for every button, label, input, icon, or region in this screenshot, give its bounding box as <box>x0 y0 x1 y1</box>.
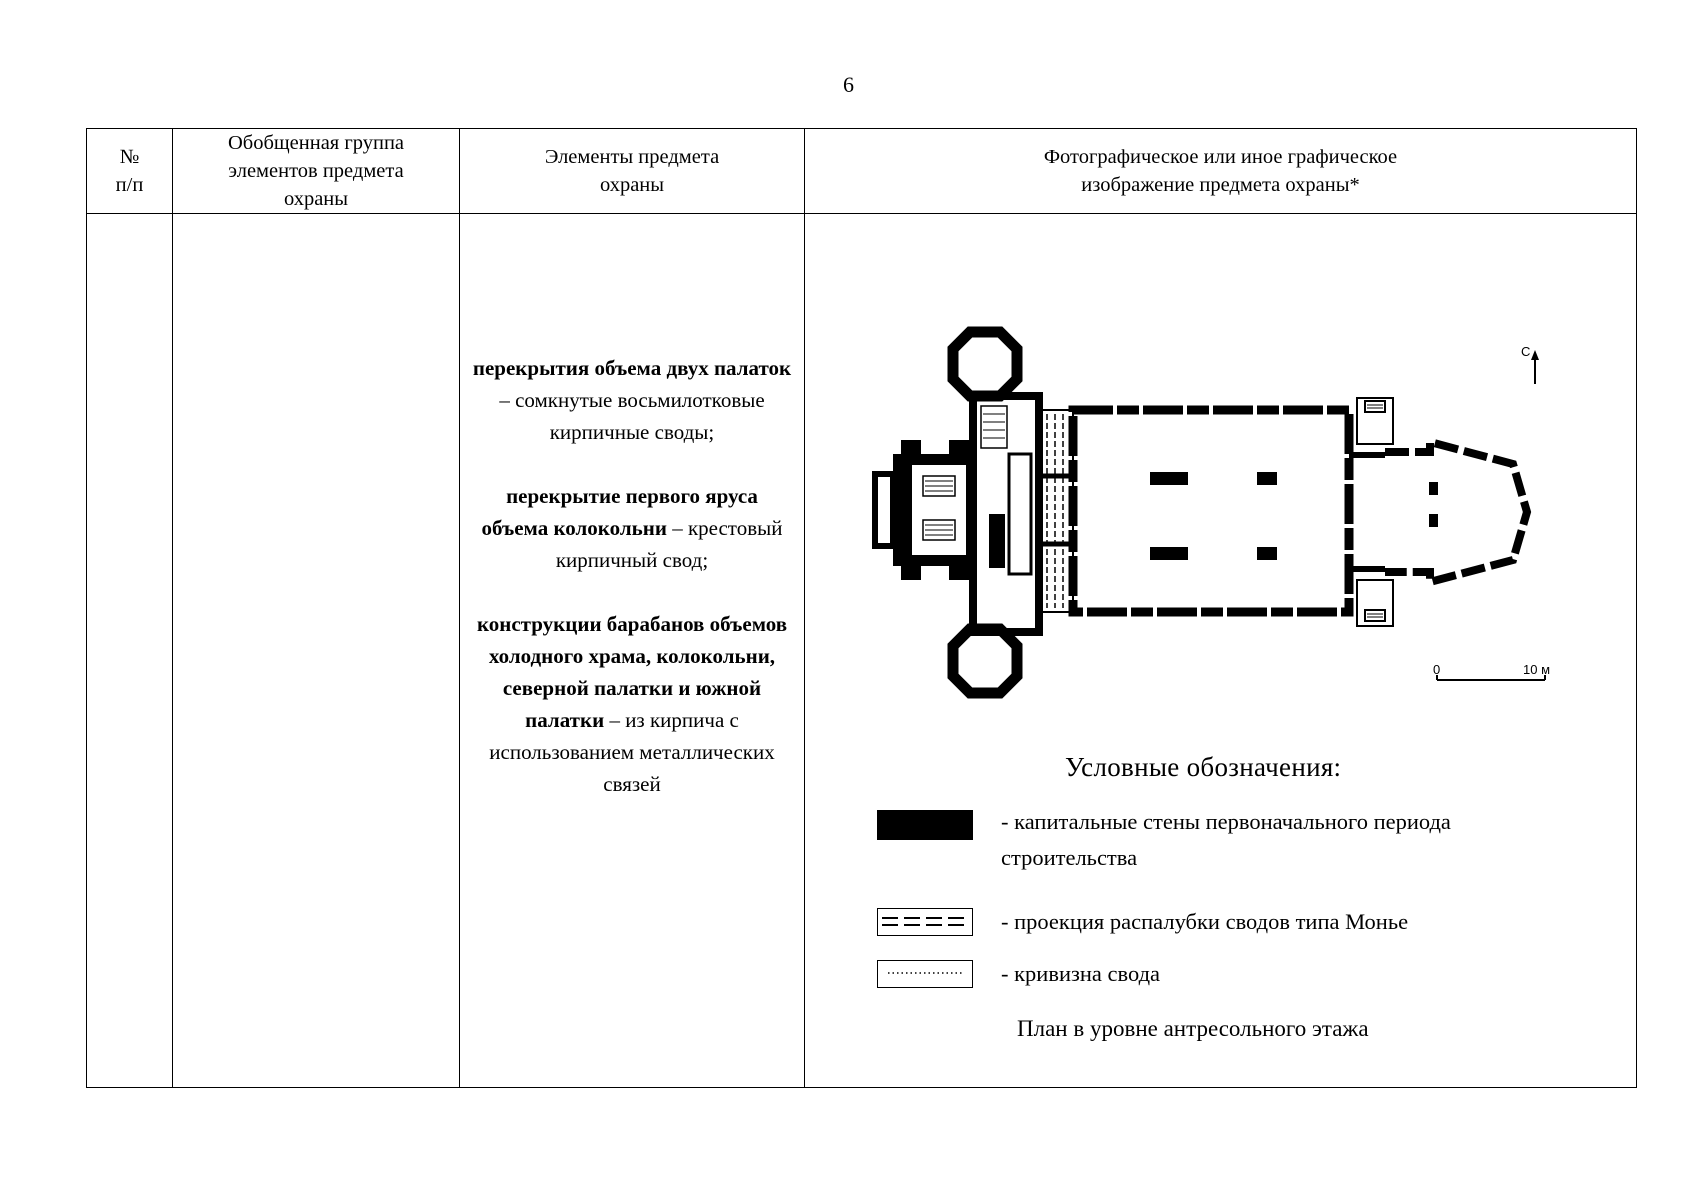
legend-swatch-dashed <box>877 908 973 936</box>
cell-elements <box>460 214 805 1088</box>
compass-label: С <box>1521 344 1531 359</box>
cell-group <box>173 214 460 1088</box>
cell-num <box>87 214 173 1088</box>
page-number: 6 <box>843 72 854 97</box>
legend-swatch-solid <box>877 810 973 840</box>
header-image: Фотографическое или иное графическое изображение предмета охраны* <box>805 129 1637 214</box>
legend-text-walls: - капитальные стены первоначального периода строительства <box>1001 809 1451 870</box>
legend-text-curvature: - кривизна свода <box>1001 961 1161 986</box>
table-header-row <box>87 129 1637 214</box>
element-paragraph-3: конструкции барабанов объемов холодного храма, колокольни, северной палатки и южной палатки – из кирпича с использованием металлических связей <box>476 611 788 796</box>
scale-start-label: 0 <box>1433 662 1441 677</box>
scale-end-label: 10 м <box>1523 662 1551 677</box>
legend-title: Условные обозначения: <box>1065 752 1342 782</box>
header-num: № п/п <box>87 129 173 214</box>
floor-plan <box>805 214 1637 1090</box>
element-paragraph-1: перекрытия объема двух палаток – сомкнутые восьмилотковые кирпичные своды; <box>472 355 792 444</box>
legend-text-monier: - проекция распалубки сводов типа Монье <box>1001 909 1409 934</box>
element-paragraph-2: перекрытие первого яруса объема колокольни – крестовый кирпичный свод; <box>481 483 783 572</box>
cell-image <box>805 214 1637 1088</box>
header-group: Обобщенная группа элементов предмета охраны <box>173 129 460 214</box>
legend-swatch-dotted <box>877 960 973 988</box>
protection-table <box>86 128 1637 1088</box>
figure <box>805 214 1636 1087</box>
plan-caption: План в уровне антресольного этажа <box>1017 1016 1369 1041</box>
table-row <box>87 214 1637 1088</box>
header-elements: Элементы предмета охраны <box>460 129 805 214</box>
